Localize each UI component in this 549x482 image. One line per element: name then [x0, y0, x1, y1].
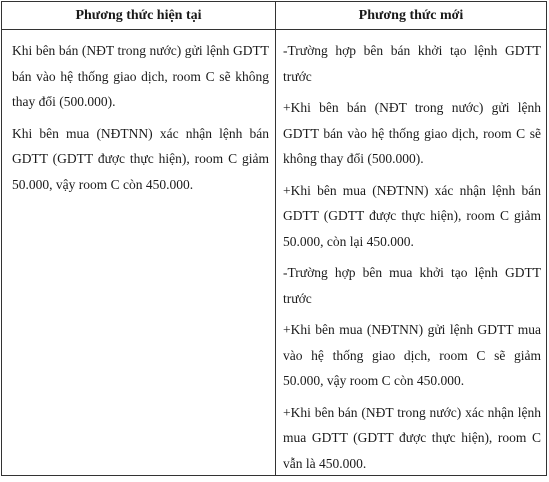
header-current-method: Phương thức hiện tại: [75, 8, 202, 23]
new-paragraph: -Trường hợp bên bán khởi tạo lệnh GDTT trước: [283, 43, 541, 84]
new-method-cell: [276, 30, 546, 482]
table-header-row: [2, 2, 546, 30]
current-paragraph: Khi bên mua (NĐTNN) xác nhận lệnh bán GDTT (GDTT được thực hiện), room C giảm 50.000, vậy room C còn 450.000.: [12, 125, 269, 192]
new-paragraph: +Khi bên bán (NĐT trong nước) gửi lệnh GDTT bán vào hệ thống giao dịch, room C sẽ không thay đổi (500.000).: [283, 100, 541, 166]
new-paragraph: +Khi bên mua (NĐTNN) gửi lệnh GDTT mua vào hệ thống giao dịch, room C sẽ giảm 50.000, vậy room C còn 450.000.: [283, 322, 541, 388]
header-new-method: Phương thức mới: [358, 8, 464, 23]
new-paragraph: +Khi bên mua (NĐTNN) xác nhận lệnh bán GDTT (GDTT được thực hiện), room C giảm 50.000, còn lại 450.000.: [283, 182, 541, 249]
new-paragraph: +Khi bên bán (NĐT trong nước) xác nhận lệnh mua GDTT (GDTT được thực hiện), room C vẫn là 450.000.: [283, 404, 541, 471]
current-method-cell: [2, 30, 275, 203]
comparison-table: [1, 1, 547, 476]
new-paragraph: -Trường hợp bên mua khởi tạo lệnh GDTT trước: [283, 265, 541, 306]
current-paragraph: Khi bên bán (NĐT trong nước) gửi lệnh GDTT bán vào hệ thống giao dịch, room C sẽ không thay đổi (500.000).: [12, 43, 269, 109]
